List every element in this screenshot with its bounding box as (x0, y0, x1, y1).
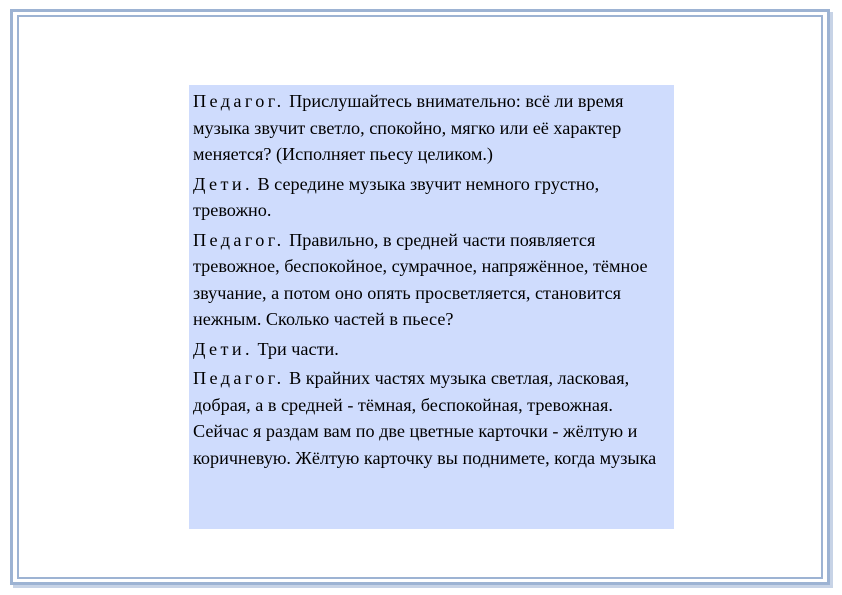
frame-shadow-right (830, 12, 833, 588)
dialogue-paragraph-teacher-3 (193, 365, 670, 471)
dialogue-paragraph-children-1 (193, 171, 670, 224)
paragraph-text: Правильно, в средней части появляется тревожное, беспокойное, сумрачное, напряжённое, тёмное звучание, а потом оно опять просветляется, становится нежным. Сколько частей в пьесе? (193, 229, 648, 329)
paragraph-text: В крайних частях музыка светлая, ласковая, добрая, а в средней - тёмная, беспокойная, тревожная. Сейчас я раздам вам по две цветные карточки - жёлтую и коричневую. Жёлтую карточку вы поднимете, когда музыка (193, 368, 657, 468)
speaker-label: Педагог. (193, 229, 285, 250)
paragraph-text: Три части. (252, 338, 339, 359)
dialogue-text-box (189, 85, 674, 529)
paragraph-text: В середине музыка звучит немного грустно, тревожно. (193, 173, 600, 220)
paragraph-text: Прислушайтесь внимательно: всё ли время музыка звучит светло, спокойно, мягко или её характер меняется? (Исполняет пьесу целиком.) (193, 91, 624, 164)
speaker-label: Педагог. (193, 91, 285, 111)
dialogue-paragraph-teacher-1 (193, 88, 670, 168)
speaker-label: Дети. (193, 338, 253, 359)
dialogue-paragraph-teacher-2 (193, 227, 670, 333)
frame-shadow-bottom (13, 585, 833, 588)
dialogue-paragraph-children-2 (193, 336, 670, 363)
speaker-label: Педагог. (193, 368, 285, 388)
speaker-label: Дети. (193, 173, 253, 194)
